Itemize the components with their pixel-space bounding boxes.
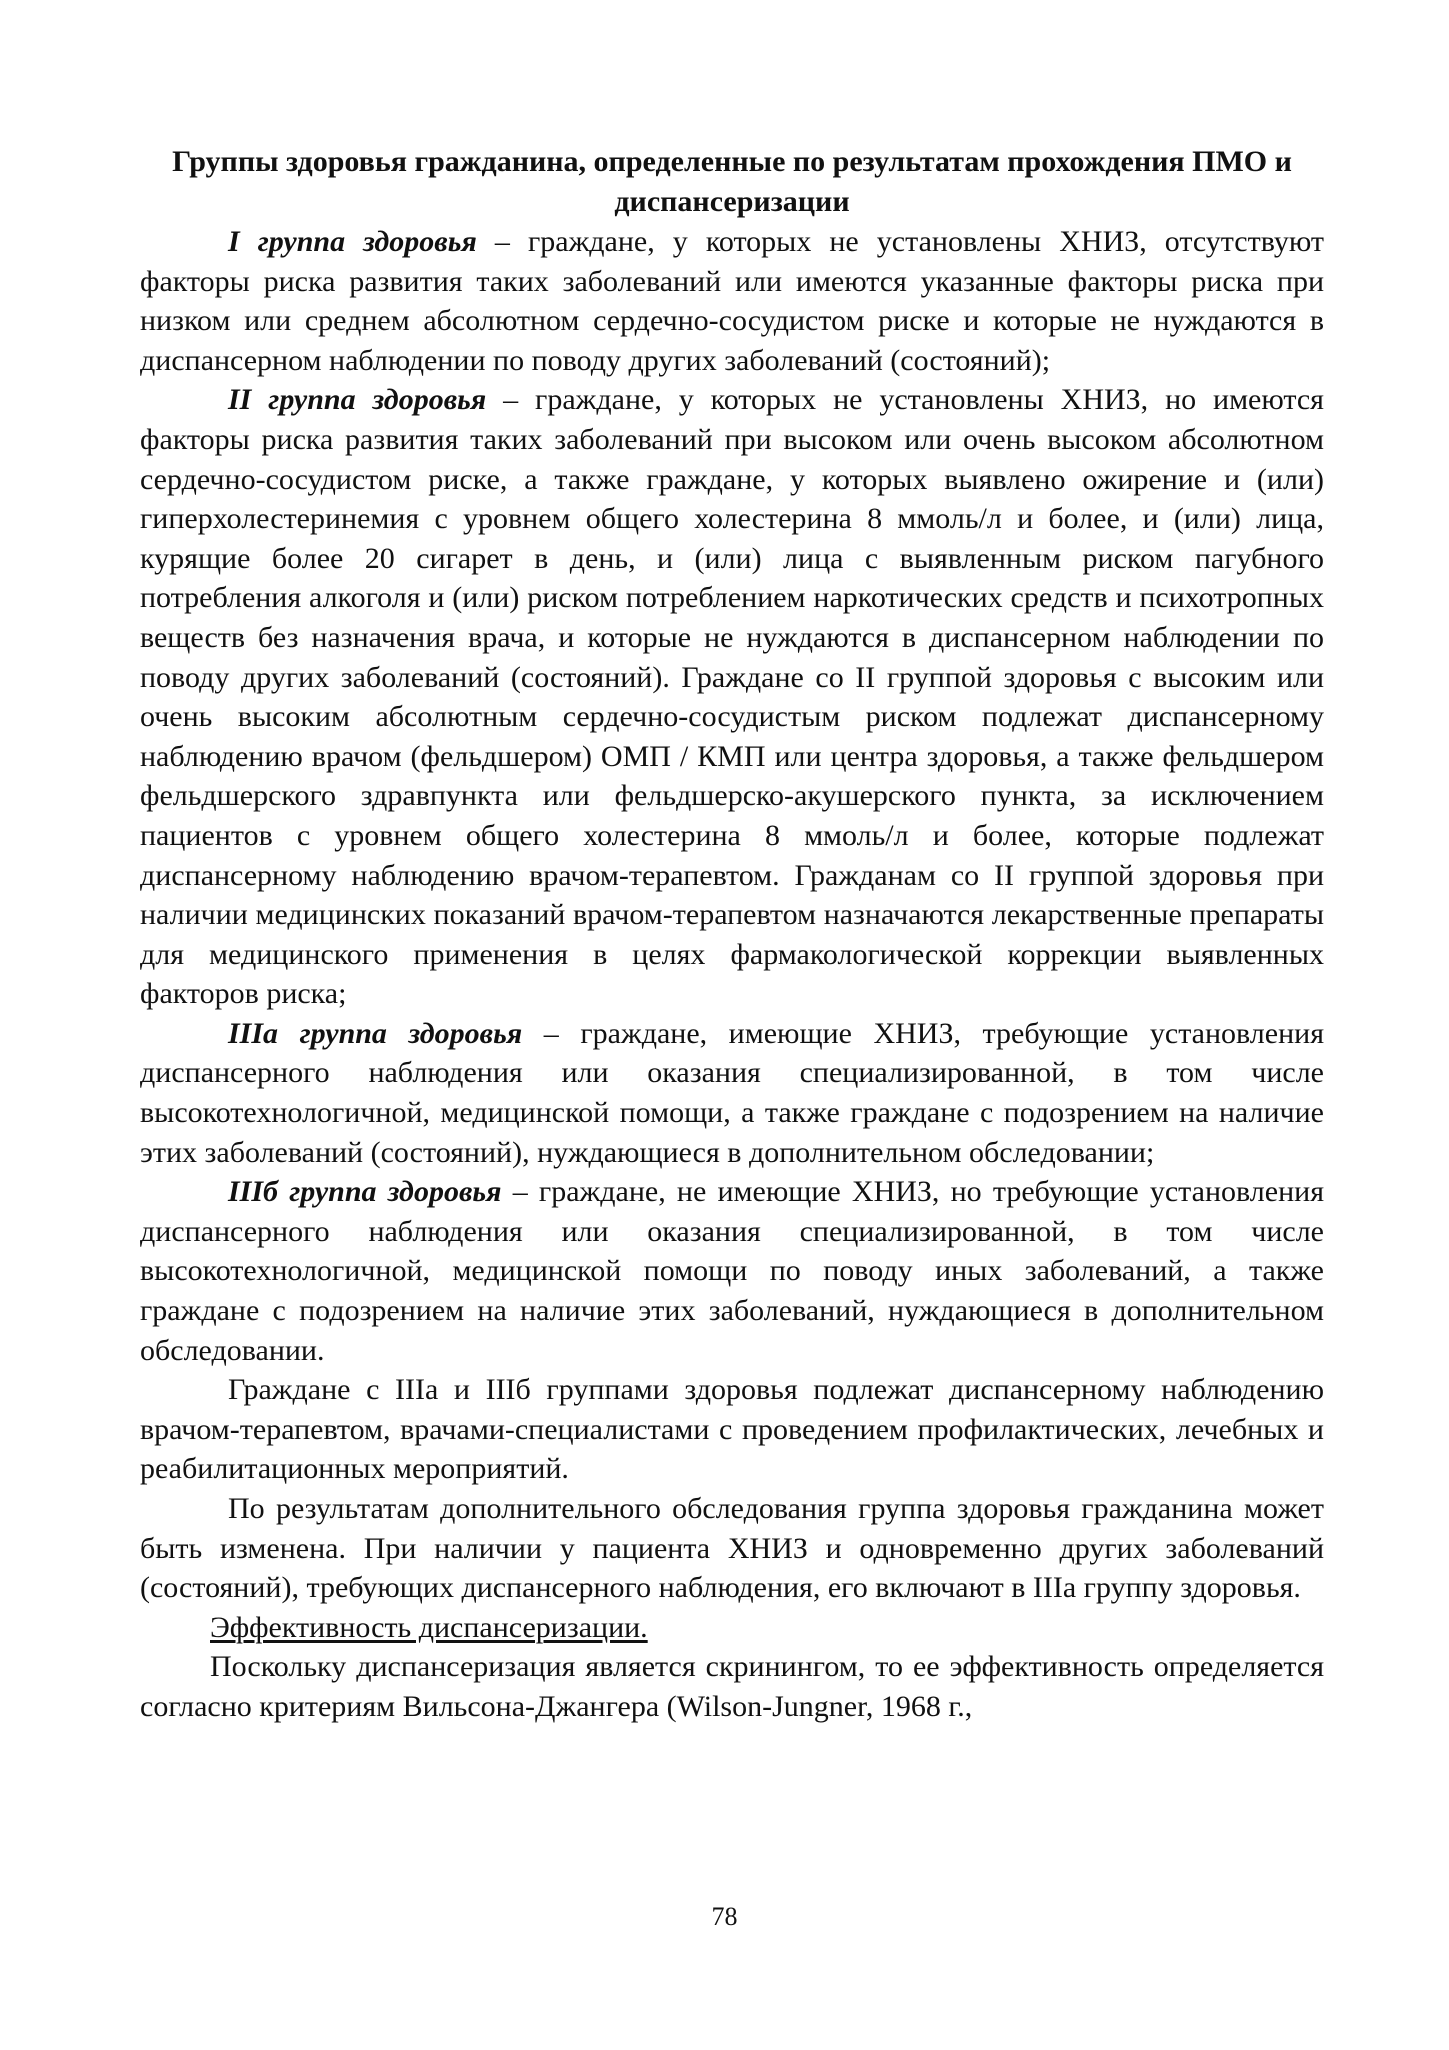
health-group-1-paragraph: [140, 222, 1324, 380]
group-change-paragraph: По результатам дополнительного обследования группа здоровья гражданина может быть изменена. При наличии у пациента ХНИЗ и одновременно других заболеваний (состояний), требующих диспансерного наблюдения, его включают в IIIа группу здоровья.: [140, 1492, 1324, 1605]
health-group-3b-term: IIIб группа здоровья: [228, 1175, 502, 1209]
document-title: Группы здоровья гражданина, определенные по результатам прохождения ПМО и диспансеризации: [172, 145, 1292, 218]
document-page: [140, 142, 1324, 1727]
health-group-3a-paragraph: [140, 1014, 1324, 1172]
health-group-2-term: II группа здоровья: [228, 383, 487, 417]
health-group-3a-term: IIIа группа здоровья: [228, 1016, 523, 1050]
page-number: 78: [711, 1902, 738, 1931]
health-group-3b-text: – граждане, не имеющие ХНИЗ, но требующие установления диспансерного наблюдения или оказания специализированной, в том числе высокотехнологичной, медицинской помощи по поводу иных заболеваний, а также граждане с подозрением на наличие этих заболеваний, нуждающиеся в дополнительном обследовании.: [140, 1175, 1324, 1367]
health-group-2-paragraph: [140, 380, 1324, 1014]
observation-paragraph: Граждане с IIIа и IIIб группами здоровья подлежат диспансерному наблюдению врачом-терапевтом, врачами-специалистами с проведением профилактических, лечебных и реабилитационных мероприятий.: [140, 1373, 1324, 1486]
section-heading-text: Эффективность диспансеризации.: [210, 1610, 648, 1644]
health-group-1-term: I группа здоровья: [228, 225, 477, 258]
health-group-2-text: – граждане, у которых не установлены ХНИЗ, но имеются факторы риска развития таких заболеваний при высоком или очень высоком абсолютном сердечно-сосудистом риске, а также граждане, у которых выявлено ожирение и (или) гиперхолестеринемия с уровнем общего холестерина 8 ммоль/л и более, и (или) лица, курящие более 20 сигарет в день, и (или) лица с выявленным риском пагубного потребления алкоголя и (или) риском потреблением наркотических средств и психотропных веществ без назначения врача, и которые не нуждаются в диспансерном наблюдении по поводу других заболеваний (состояний). Граждане со II группой здоровья с высоким или очень высоким абсолютным сердечно-сосудистым риском подлежат диспансерному наблюдению врачом (фельдшером) ОМП / КМП или центра здоровья, а также фельдшером фельдшерского здравпункта или фельдшерско-акушерского пункта, за исключением пациентов с уровнем общего холестерина 8 ммоль/л и более, которые подлежат диспансерному наблюдению врачом-терапевтом. Гражданам со II группой здоровья при наличии медицинских показаний врачом-терапевтом назначаются лекарственные препараты для медицинского применения в целях фармакологической коррекции выявленных факторов риска;: [140, 383, 1324, 1011]
closing-paragraph: Поскольку диспансеризация является скринингом, то ее эффективность определяется согласно критериям Вильсона-Джангера (Wilson-Jungner, 1968 г.,: [140, 1650, 1324, 1723]
health-group-3a-text: – граждане, имеющие ХНИЗ, требующие установления диспансерного наблюдения или оказания специализированной, в том числе высокотехнологичной, медицинской помощи, а также граждане с подозрением на наличие этих заболеваний (состояний), нуждающиеся в дополнительном обследовании;: [140, 1016, 1324, 1169]
health-group-1-text: – граждане, у которых не установлены ХНИЗ, отсутствуют факторы риска развития таких заболеваний или имеются указанные факторы риска при низком или среднем абсолютном сердечно-сосудистом риске и которые не нуждаются в диспансерном наблюдении по поводу других заболеваний (состояний);: [140, 225, 1324, 377]
section-heading: [140, 1608, 1324, 1648]
health-group-3b-paragraph: [140, 1172, 1324, 1370]
